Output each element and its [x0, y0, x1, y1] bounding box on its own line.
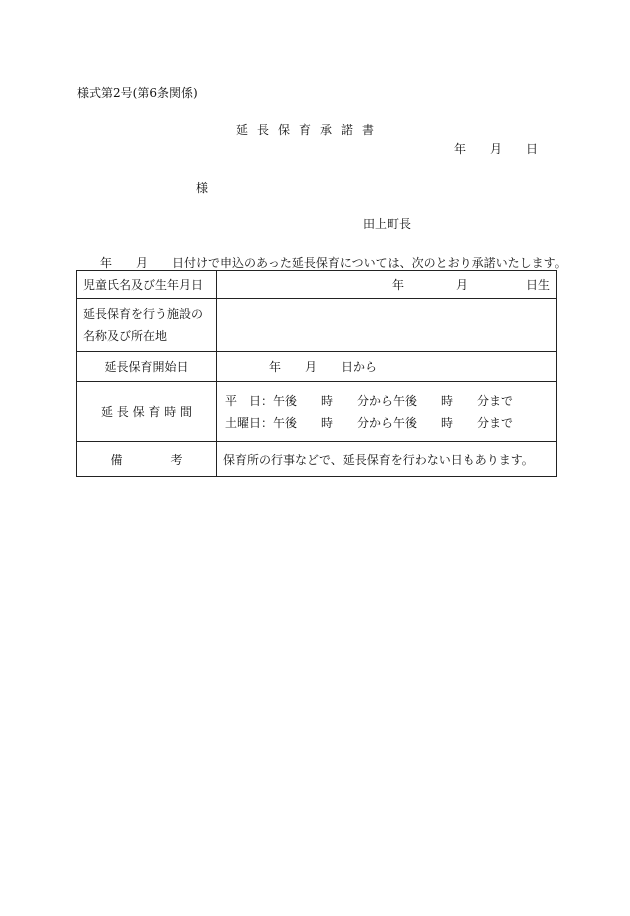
table-row	[77, 382, 557, 442]
issue-date: 年 月 日	[454, 142, 539, 156]
birth-year-label: 年	[391, 278, 404, 292]
approval-table	[76, 270, 557, 477]
birth-day-label: 日生	[525, 278, 550, 292]
facility-label-line2: 名称及び所在地	[83, 329, 168, 343]
document-title: 延長保育承諾書	[236, 123, 384, 137]
issuer-name: 田上町長	[363, 217, 412, 231]
table-row	[77, 271, 557, 299]
start-date-field: 年 月 日から	[217, 352, 557, 382]
remarks-label: 備 考	[77, 442, 217, 477]
birth-month-label: 月	[455, 278, 468, 292]
form-number: 様式第2号(第6条関係)	[77, 86, 198, 100]
intro-text: 年 月 日付けで申込のあった延長保育については、次のとおり承諾いたします。	[100, 256, 567, 270]
facility-label-line1: 延長保育を行う施設の	[83, 307, 204, 321]
child-name-label: 児童氏名及び生年月日	[77, 271, 217, 299]
weekday-hours: 平 日：午後 時 分から午後 時 分まで	[225, 393, 514, 408]
facility-field	[217, 299, 557, 352]
child-name-birthdate-field	[217, 271, 557, 299]
table-row	[77, 299, 557, 352]
table-row	[77, 442, 557, 477]
start-date-label: 延長保育開始日	[77, 352, 217, 382]
facility-label	[77, 299, 217, 352]
saturday-hours: 土曜日：午後 時 分から午後 時 分まで	[225, 415, 514, 430]
extended-hours-field	[217, 382, 557, 442]
addressee-suffix: 様	[196, 181, 209, 195]
remarks-field: 保育所の行事などで、延長保育を行わない日もあります。	[217, 442, 557, 477]
extended-hours-label: 延 長 保 育 時 間	[77, 382, 217, 442]
table-row	[77, 352, 557, 382]
